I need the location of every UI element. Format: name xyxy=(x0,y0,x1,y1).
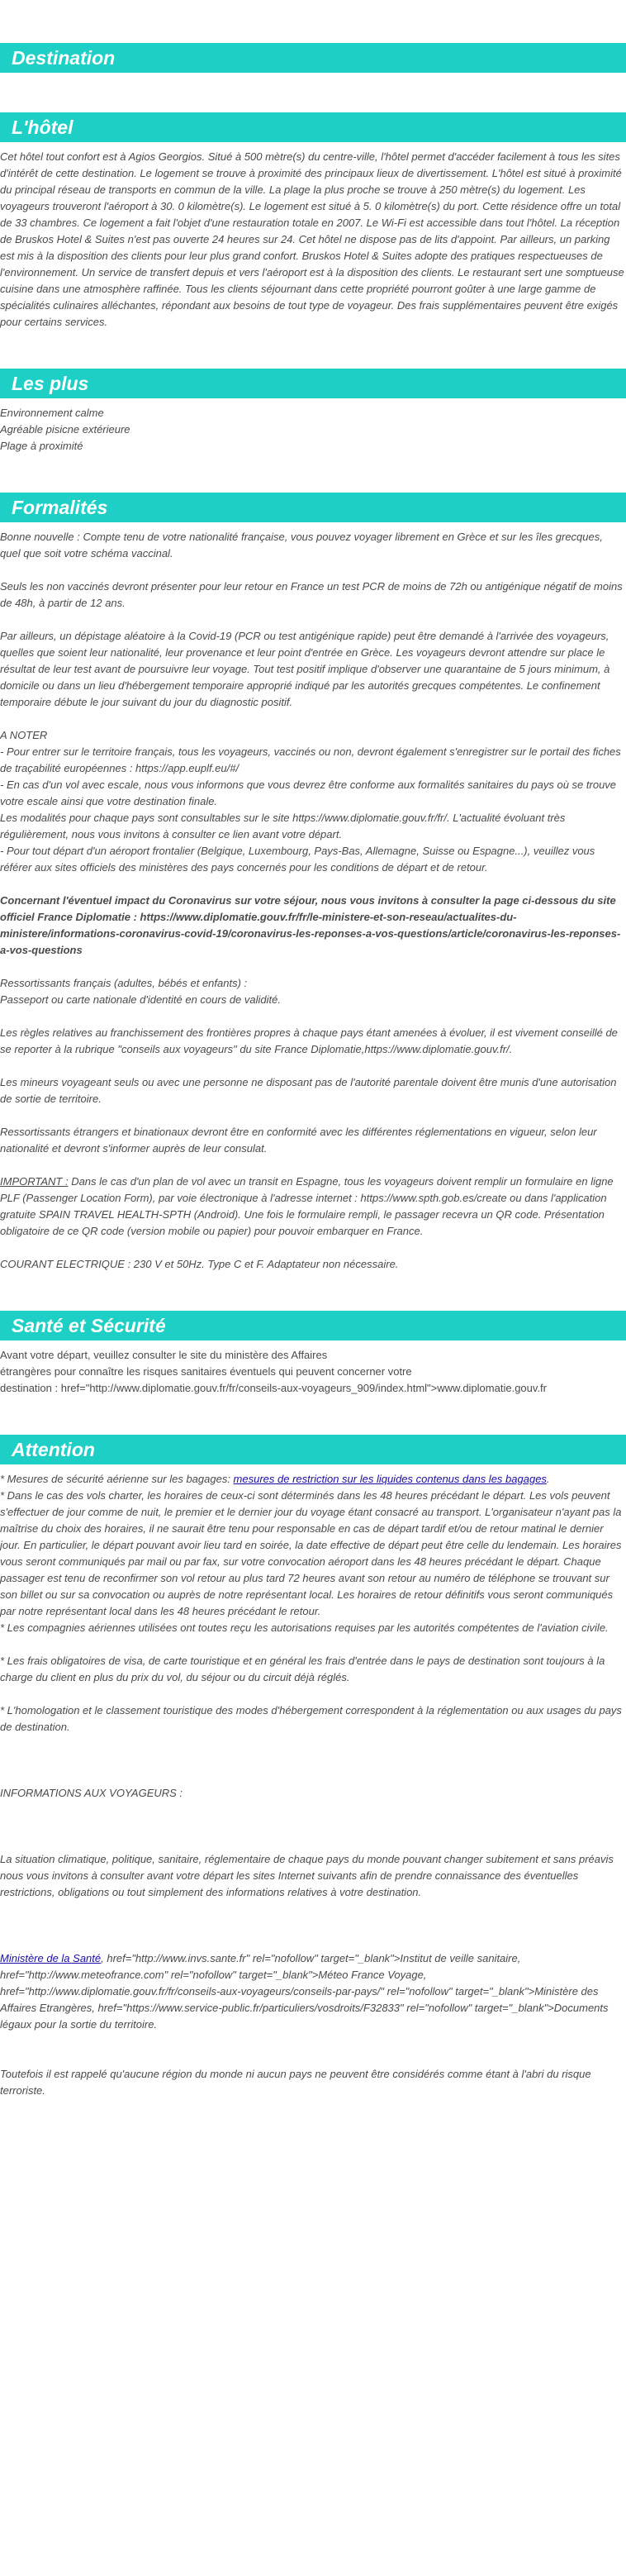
bagages-prefix: * Mesures de sécurité aérienne sur les bagages: xyxy=(0,1473,234,1485)
important-text: Dans le cas d'un plan de vol avec un transit en Espagne, tous les voyageurs doivent remplir un formulaire en ligne PLF (Passenger Location Form), par voie électronique à l'adresse internet : https://www.spth.gob.es/create ou dans l'application gratuite SPAIN TRAVEL HEALTH-SPTH (Android). Une fois le formulaire rempli, le passager recevra un QR code. Présentation obligatoire de ce QR code (version mobile ou papier) pour pouvoir embarquer en France. xyxy=(0,1175,614,1237)
important-label: IMPORTANT : xyxy=(0,1175,69,1188)
situation-line: La situation climatique, politique, sanitaire, réglementaire de chaque pays du monde pouvant changer subitement et sans préavis xyxy=(0,1853,614,1865)
infos-voyageurs-title: INFORMATIONS AUX VOYAGEURS : xyxy=(0,1787,183,1799)
ressortissants-title: Ressortissants français (adultes, bébés et enfants) : xyxy=(0,977,248,989)
hotel-section xyxy=(0,149,626,331)
bagages-link[interactable]: mesures de restriction sur les liquides contenus dans les bagages xyxy=(233,1473,547,1485)
homologation-notice: * L'homologation et le classement touristique des modes d'hébergement correspondent à la réglementation ou aux usages du pays de destination. xyxy=(0,1704,622,1733)
plus-item: Environnement calme xyxy=(0,407,104,419)
plus-item: Agréable pisicne extérieure xyxy=(0,423,130,436)
section-header-plus: Les plus xyxy=(0,369,626,398)
regles-frontieres: Les règles relatives au franchissement des frontières propres à chaque pays étant amenées à évoluer, il est vivement conseillé de se reporter à la rubrique "conseils aux voyageurs" du site France Diplomatie,https://www.diplomatie.gouv.fr/. xyxy=(0,1026,618,1055)
sante-text: Avant votre départ, veuillez consulter le site du ministère des Affaires étrangères pour connaître les risques sanitaires éventuels qui peuvent concerner votre destination : href="http://www.diplomatie.gouv.fr/fr/conseils-aux-voyageurs_909/index.html">www.diplomatie.gouv.fr xyxy=(0,1349,547,1394)
section-header-hotel: L'hôtel xyxy=(0,112,626,142)
links-paragraph xyxy=(0,1950,626,2033)
compagnies-notice: * Les compagnies aériennes utilisées ont toutes reçu les autorisations requises par les autorités compétentes de l'aviation civile. xyxy=(0,1621,609,1634)
vols-notice: * Dans le cas des vols charter, les horaires de ceux-ci sont déterminés dans les 48 heures précédant le départ. Les vols peuvent s'effectuer de jour comme de nuit, le premier et le dernier jour du voyage étant consacré au transport. L'organisateur n'ayant pas la maîtrise du choix des horaires, il ne saurait être tenu pour responsable en cas de départ tardif et/ou de retour matinal le dernier jour. En particulier, le départ pouvant avoir lieu tard en soirée, la date effective de départ peut être celle du lendemain. Les horaires vous seront communiqués par mail ou par fax, sur votre convocation aéroport dans les 48 heures précédant le départ. Chaque passager est tenu de reconfirmer son vol retour au plus tard 72 heures avant son retour au numéro de téléphone se trouvant sur son billet ou sur sa convocation ou auprès de notre représentant local. Les horaires de retour définitifs vous seront communiqués par notre représentant local dans les 48 heures précédant le retour. xyxy=(0,1489,622,1617)
ressortissants-text: Passeport ou carte nationale d'identité en cours de validité. xyxy=(0,993,281,1006)
formalites-section xyxy=(0,529,626,1273)
plus-list xyxy=(0,405,626,455)
bagages-notice xyxy=(0,1471,626,1488)
important-notice xyxy=(0,1174,626,1240)
links-rest: , href="http://www.invs.sante.fr" rel="nofollow" target="_blank">Institut de veille sanitaire, href="http://www.meteofrance.com" rel="nofollow" target="_blank">Méteo France Voyage, href="http://www.diplomatie.gouv.fr/fr/conseils-aux-voyageurs/conseils-par-pays/" rel="nofollow" target="_blank">Ministère des Affaires Etrangères, href="https://www.service-public.fr/particuliers/vosdroits/F32833" rel="nofollow" target="_blank">Documents légaux pour la sortie du territoire. xyxy=(0,1952,609,2031)
noter-line: Les modalités pour chaque pays sont consultables sur le site https://www.diplomatie.gouv.fr/fr/. L'actualité évoluant très régulièrement, nous vous invitons à consulter ce lien avant votre départ. xyxy=(0,812,566,840)
formalites-p3: Par ailleurs, un dépistage aléatoire à la Covid-19 (PCR ou test antigénique rapide) peut être demandé à l'arrivée des voyageurs, quelles que soient leur nationalité, leur provenance et leur point d'entrée en Grèce. Les voyageurs devront attendre sur place le résultat de leur test avant de poursuivre leur voyage. Tout test positif implique d'observer une quarantaine de 5 jours minimum, à domicile ou dans un lieu d'hébergement temporaire approprié indiqué par les autorités grecques compétentes. Le confinement temporaire débute le jour suivant du jour du diagnostic positif. xyxy=(0,630,610,708)
coronavirus-notice: Concernant l'éventuel impact du Coronavirus sur votre séjour, nous vous invitons à consulter la page ci-dessous du site officiel France Diplomatie : https://www.diplomatie.gouv.fr/fr/le-ministere-et-son-reseau/actualites-du-ministere/informations-coronavirus-covid-19/coronavirus-les-reponses-a-vos-questions/article/coronavirus-les-reponses-a-vos-questions xyxy=(0,894,621,956)
section-header-sante: Santé et Sécurité xyxy=(0,1311,626,1340)
frais-notice: * Les frais obligatoires de visa, de carte touristique et en général les frais d'entrée dans le pays de destination sont toujours à la charge du client en plus du prix du vol, du séjour ou du circuit déjà réglés. xyxy=(0,1655,605,1683)
formalites-p2: Seuls les non vaccinés devront présenter pour leur retour en France un test PCR de moins de 72h ou antigénique négatif de moins de 48h, à partir de 12 ans. xyxy=(0,580,623,609)
hotel-description: Cet hôtel tout confort est à Agios Georgios. Situé à 500 mètre(s) du centre-ville, l'hôtel permet d'accéder facilement à tous les sites d'intérêt de cette destination. Le logement se trouve à proximité des principaux lieux de divertissement. L'hôtel est situé à proximité du principal réseau de transports en commun de la ville. La plage la plus proche se trouve à 250 mètre(s) du logement. Les voyageurs trouveront l'aéroport à 30. 0 kilomètre(s). Le logement est situé à 5. 0 kilomètre(s) du port. Cette résidence offre un total de 33 chambres. Ce logement a fait l'objet d'une restauration totale en 2007. Le Wi-Fi est accessible dans tout l'hôtel. La réception de Bruskos Hotel & Suites n'est pas ouverte 24 heures sur 24. Cet hôtel ne dispose pas de lits d'appoint. Par ailleurs, un parking est mis à la disposition des clients pour leur plus grand confort. Bruskos Hotel & Suites adopte des pratiques respectueuses de l'environnement. Un service de transfert depuis et vers l'aéroport est à la disposition des clients. Le restaurant sert une somptueuse cuisine dans une atmosphère raffinée. Tous les clients séjournant dans cette propriété pourront goûter à une large gamme de spécialités culinaires alléchantes, répondant aux besoins de tout type de voyageur. Des frais supplémentaires peuvent être exigés pour certains services. xyxy=(0,150,624,328)
sante-section xyxy=(0,1347,626,1397)
courant-electrique: COURANT ELECTRIQUE : 230 V et 50Hz. Type C et F. Adaptateur non nécessaire. xyxy=(0,1258,399,1270)
plus-item: Plage à proximité xyxy=(0,440,83,452)
etrangers-notice: Ressortissants étrangers et binationaux devront être en conformité avec les différentes réglementations en vigueur, selon leur nationalité et devront s'informer auprès de leur consulat. xyxy=(0,1126,597,1155)
bagages-suffix: . xyxy=(546,1473,550,1485)
section-header-attention: Attention xyxy=(0,1435,626,1464)
section-header-destination: Destination xyxy=(0,43,626,73)
section-header-formalites: Formalités xyxy=(0,493,626,522)
mineurs-notice: Les mineurs voyageant seuls ou avec une personne ne disposant pas de l'autorité parentale doivent être munis d'une autorisation de sortie de territoire. xyxy=(0,1076,617,1105)
attention-section xyxy=(0,1471,626,2099)
formalites-p1: Bonne nouvelle : Compte tenu de votre nationalité française, vous pouvez voyager librement en Grèce et sur les îles grecques, quel que soit votre schéma vaccinal. xyxy=(0,531,603,559)
noter-line: - Pour tout départ d'un aéroport frontalier (Belgique, Luxembourg, Pays-Bas, Allemagne, Suisse ou Espagne...), veuillez vous référer aux sites officiels des ministères des pays concernés pour les conditions de départ et de retour. xyxy=(0,845,595,874)
noter-title: A NOTER xyxy=(0,729,48,741)
noter-line: - En cas d'un vol avec escale, nous vous informons que vous devrez être conforme aux formalités sanitaires du pays où se trouve votre escale ainsi que votre destination finale. xyxy=(0,779,617,807)
situation-line: nous vous invitons à consulter avant votre départ les sites Internet suivants afin de prendre connaissance des éventuelles restrictions, obligations ou tout simplement des informations relatives à votre destination. xyxy=(0,1869,579,1898)
ministere-sante-link[interactable]: Ministère de la Santé xyxy=(0,1952,102,1964)
noter-line: - Pour entrer sur le territoire français, tous les voyageurs, vaccinés ou non, devront également s'enregistrer sur le portail des fiches de traçabilité européennes : https://app.euplf.eu/#/ xyxy=(0,745,621,774)
toutefois-notice: Toutefois il est rappelé qu'aucune région du monde ni aucun pays ne peuvent être considérés comme étant à l'abri du risque terroriste. xyxy=(0,2068,591,2097)
